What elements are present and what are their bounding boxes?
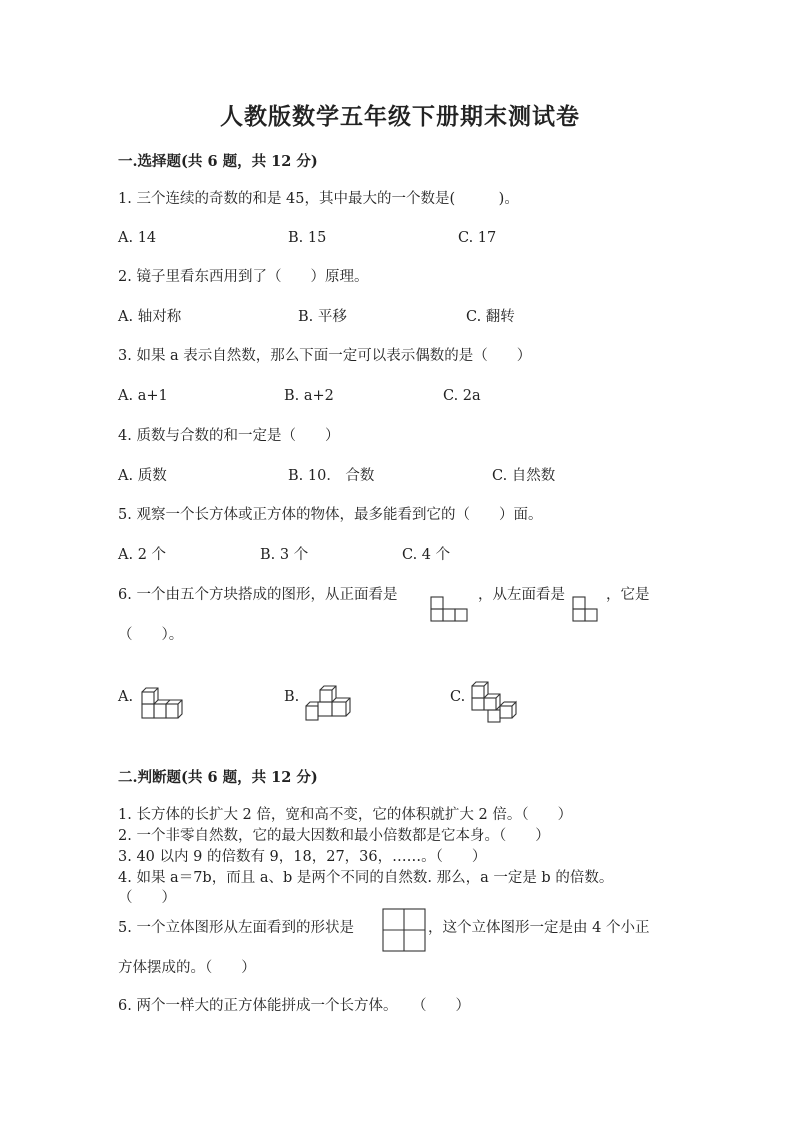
question-4: 4. 质数与合数的和一定是（ ） [118,428,340,444]
question-6-line2: （ ）。 [118,627,184,643]
section-heading-judgement: 二.判断题(共 6 题，共 12 分) [118,769,318,786]
page-title: 人教版数学五年级下册期末测试卷 [220,103,580,130]
cube-figure-a [138,684,190,724]
judge-4: 4. 如果 a＝7b，而且 a、b 是两个不同的自然数. 那么，a 一定是 b 的倍数。 [118,870,614,886]
left-view-figure [572,596,604,622]
judge-1: 1. 长方体的长扩大 2 倍，宽和高不变，它的体积就扩大 2 倍。（ ） [118,807,573,823]
q6-option-b[interactable]: B. [284,689,300,705]
q5-option-a[interactable]: A. 2 个 [118,547,167,563]
judge-4-line2: （ ） [118,890,176,906]
question-6-part1: 6. 一个由五个方块搭成的图形，从正面看是 [118,587,398,603]
q4-option-c[interactable]: C. 自然数 [492,468,556,484]
question-6-part3: ，它是 [606,587,650,603]
question-3: 3. 如果 a 表示自然数，那么下面一定可以表示偶数的是（ ） [118,348,532,364]
cube-figure-b [302,684,354,724]
q5-option-c[interactable]: C. 4 个 [402,547,451,563]
q1-option-c[interactable]: C. 17 [458,230,497,246]
cube-figure-c [468,680,520,724]
q6-option-a[interactable]: A. [118,689,134,705]
q6-option-c[interactable]: C. [450,689,466,705]
q1-option-b[interactable]: B. 15 [288,230,327,246]
q3-option-b[interactable]: B. a+2 [284,388,334,404]
judge-5-part2: ，这个立体图形一定是由 4 个小正 [428,920,650,936]
q3-option-a[interactable]: A. a+1 [118,388,168,404]
q2-option-c[interactable]: C. 翻转 [466,309,515,325]
q5-option-b[interactable]: B. 3 个 [260,547,309,563]
judge-3: 3. 40 以内 9 的倍数有 9，18，27，36，……。（ ） [118,849,487,865]
judge-5-line2: 方体摆成的。（ ） [118,960,256,976]
q1-option-a[interactable]: A. 14 [118,230,157,246]
judge-2: 2. 一个非零自然数，它的最大因数和最小倍数都是它本身。（ ） [118,828,550,844]
two-by-two-grid-figure [382,908,426,952]
q2-option-a[interactable]: A. 轴对称 [118,309,182,325]
question-1: 1. 三个连续的奇数的和是 45，其中最大的一个数是( )。 [118,191,519,207]
judge-6: 6. 两个一样大的正方体能拼成一个长方体。 （ ） [118,998,470,1014]
q4-option-b[interactable]: B. 10． 合数 [288,468,375,484]
question-2: 2. 镜子里看东西用到了（ ）原理。 [118,269,369,285]
q2-option-b[interactable]: B. 平移 [298,309,347,325]
q3-option-c[interactable]: C. 2a [443,388,481,404]
q4-option-a[interactable]: A. 质数 [118,468,167,484]
front-view-figure [430,596,472,622]
judge-5-part1: 5. 一个立体图形从左面看到的形状是 [118,920,354,936]
section-heading-choice: 一.选择题(共 6 题，共 12 分) [118,153,318,170]
question-5: 5. 观察一个长方体或正方体的物体，最多能看到它的（ ）面。 [118,507,543,523]
question-6-part2: ，从左面看是 [478,587,565,603]
